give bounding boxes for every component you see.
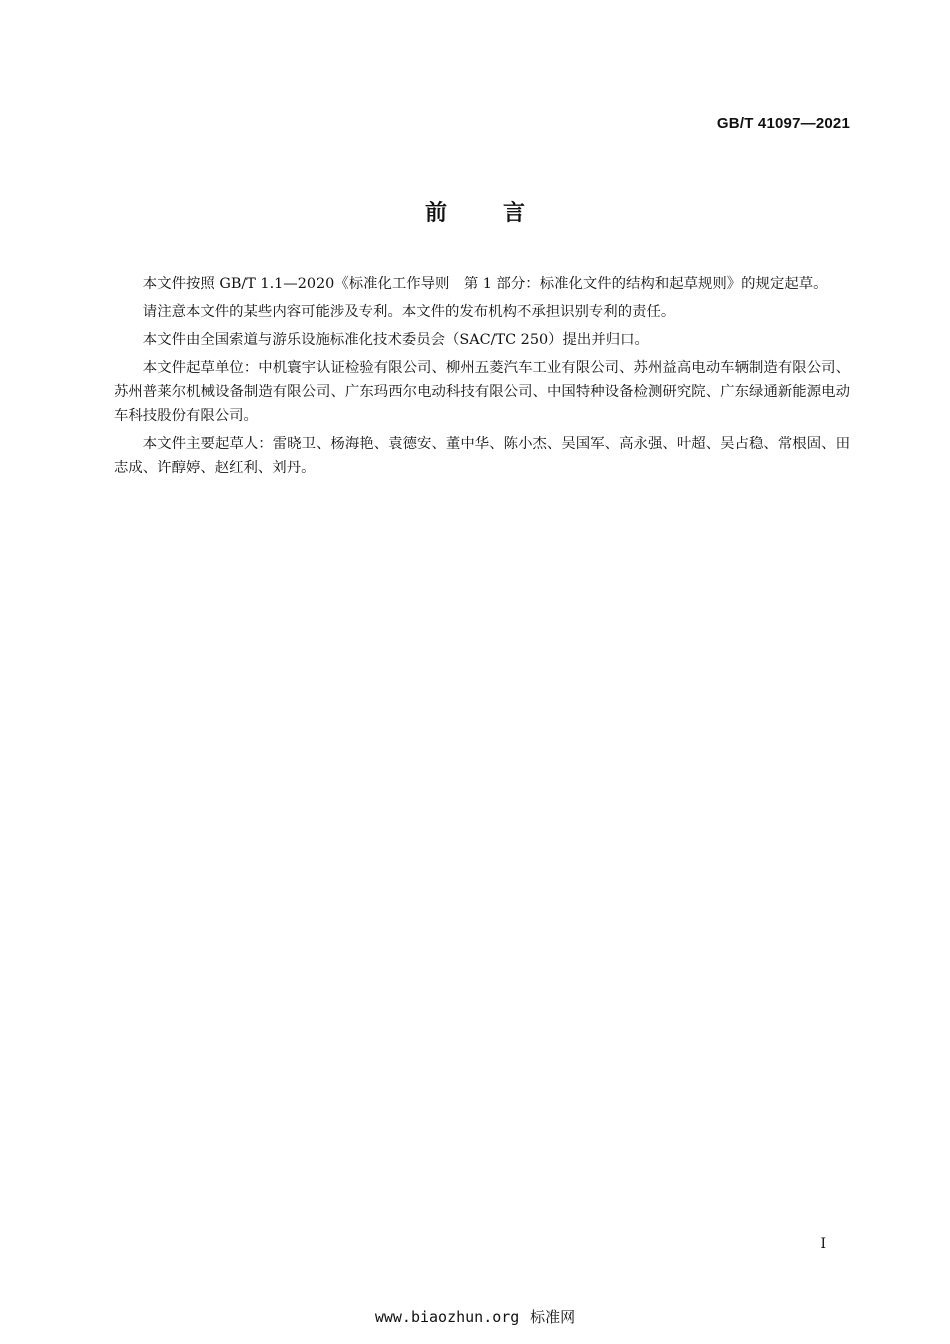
footer (0, 1306, 950, 1327)
page-number: I (820, 1236, 826, 1252)
paragraph-drafting-units: 本文件起草单位：中机寰宇认证检验有限公司、柳州五菱汽车工业有限公司、苏州益高电动车辆制造有限公司、苏州普莱尔机械设备制造有限公司、广东玛西尔电动科技有限公司、中国特种设备检测研究院、广东绿通新能源电动车科技股份有限公司。 (114, 360, 850, 424)
foreword-body (114, 272, 850, 484)
footer-url-link[interactable]: www.biaozhun.org (374, 1308, 520, 1326)
paragraph-patent-notice: 请注意本文件的某些内容可能涉及专利。本文件的发布机构不承担识别专利的责任。 (142, 304, 676, 320)
paragraph-drafters: 本文件主要起草人：雷晓卫、杨海艳、袁德安、董中华、陈小杰、吴国军、高永强、叶超、吴占稳、常根固、田志成、许醇婷、赵红利、刘丹。 (114, 436, 850, 476)
paragraph-proposer: 本文件由全国索道与游乐设施标准化技术委员会（SAC/TC 250）提出并归口。 (142, 332, 649, 348)
footer-site-name: 标准网 (530, 1308, 576, 1326)
page-title: 前言 (424, 201, 581, 226)
standard-code: GB/T 41097—2021 (716, 115, 850, 132)
paragraph-drafting-rules: 本文件按照 GB/T 1.1—2020《标准化工作导则 第 1 部分：标准化文件的结构和起草规则》的规定起草。 (142, 276, 828, 292)
